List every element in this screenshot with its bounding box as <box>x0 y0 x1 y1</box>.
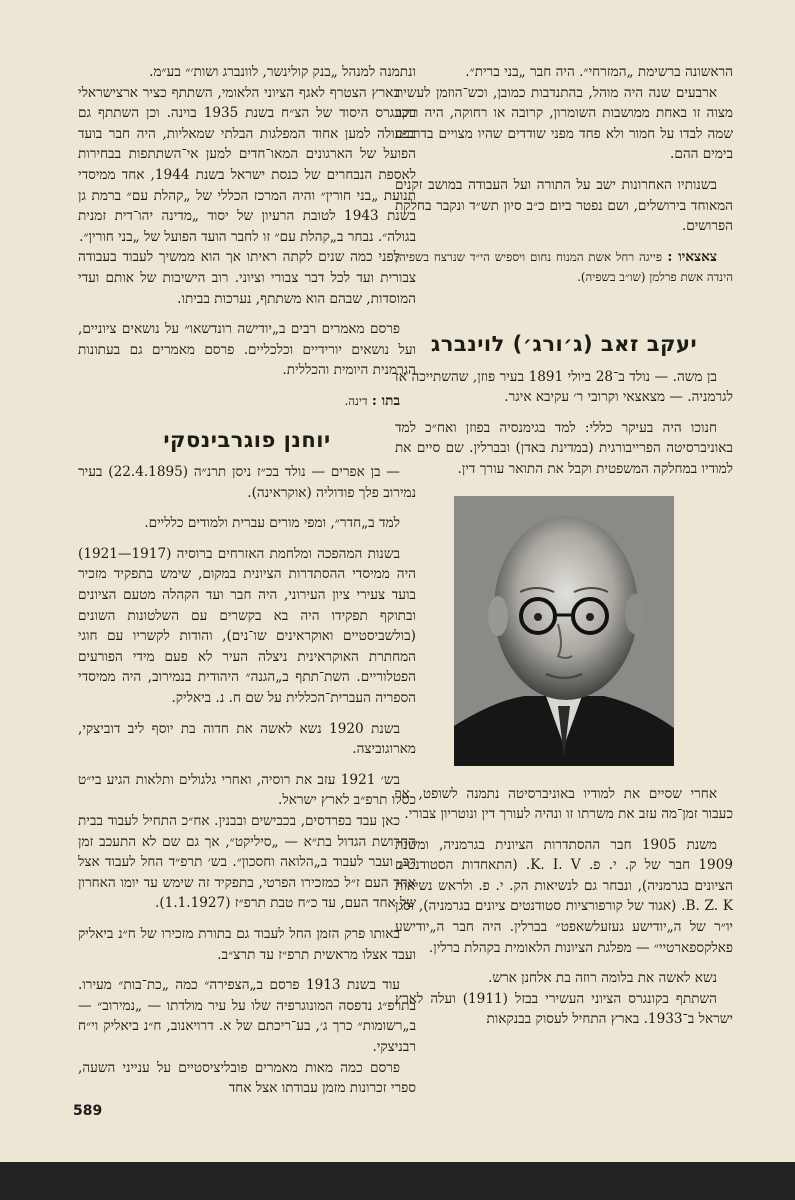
section-heading-levinberg: יעקב זאב (ג׳ורג׳) לוינברג <box>430 331 698 356</box>
left-column <box>78 62 416 1099</box>
paragraph: ארבעים שנה היה מוהל, בהתנדבות כמובן, וכש־הוזמן לעשית מצוה זו באחת ממושבות השומרון, קרובה או רחוקה, היה רוכב שמה לבדו על חמור ולא פחד מפני שודדים שהיו מצויים בדרכים בימים ההם. <box>395 84 733 163</box>
paragraph: כאן עבד בפרדסים, בכבישים ובבנין. אח״כ התחיל לעבוד בבית החרושת הגדול בת״א — „סיליקט״, אך גם שם לא התעכב זמן רב, ועבר לעבוד ב„הלואה וחסכון״. בש׳ תרפ״ד החל לעבוד אצל אחד העם ז״ל כמזכירו הפרטי, בתפקיד זה שימש עד יומו האחרון של אחד העם, עד כ״ח טבת תרפ״ז (1.1.1927). <box>78 813 416 912</box>
descendants-paragraph <box>395 247 733 288</box>
paragraph: אחרי שסיים את למודיו באוניברסיטה נתמנה לשופט, אך כעבור זמן־מה עזב את משרתו זו ונהיה לעורך דין ונוטריון צבורי. <box>395 785 733 823</box>
paragraph: בש׳ 1921 עזב את רוסיה, ואחרי גלגולים ותלאות הגיע בי״ט כסלו תרפ״ב לארץ ישראל. <box>78 771 416 809</box>
descendants-label: צאצאיו : <box>667 248 717 265</box>
paragraph: לפני כמה שנים לקתה ראיתו אך הוא ממשיך לעבוד בעבודה צבורית ועד לכל דבר צבורי וציוני. רוב הישיבות של אותם ועדי המוסדות, שבהם הוא משתתף, נערכות בביתו. <box>78 249 416 307</box>
paragraph: נשא לאשה את בלומה רוזה בת אלחנן ארש. <box>488 970 717 987</box>
right-column <box>395 62 733 1030</box>
paragraph: בשנת 1920 נשא לאשה את חדוה בת יוסף ליב דוביצקי, מארוגוביצה. <box>78 720 416 758</box>
paragraph: בשנותיו האחרונות ישב על התורה ועל העבודה במושב זקנים המאוחד בירושלים, ושם נפטר ביום כ״ב סיון תש״ד ונקבר בחלקת הפרושים. <box>395 176 733 235</box>
portrait-photo <box>454 496 674 766</box>
portrait-illustration <box>454 496 674 766</box>
paragraph: חנוכו היה בעיקר כללי: למד בגימנסיה בפוזן ואח״כ למד באוניברסיטה הפרייבורגית (במדינת באדן) ובברלין. שם סיים את למודיו במחלקה המשפטית וקבל את התואר עורך דין. <box>395 419 733 477</box>
page-number: 589 <box>73 1103 103 1119</box>
descendants-text: פייגה רחל אשת המנוח נחום ויספיש הי״ד שנרצח בשפיה; הינדה אשת פרלמן (שו״ב בשפיה). <box>395 249 733 285</box>
paragraph: למד ב„חדר״, ומפי מורים עברית ולמודים כלליים. <box>144 515 400 532</box>
paragraph: בארץ הצטרף לאגף הציוני הלאומי, השתתף כציר ארצישראלי בקונגרס היסוד של הצ״ח בשנת 1935 בוינה. וכן השתתף גם בפעולה למען אחוד המפלגות הבלתי שמאליות, היה חבר בועד הפועל של הארגונים המאו־חדים למען אי־השתתפות בבחירות לאספת הנבחרים של כנסת ישראל בשנת 1944, אחד ממיסדי תנועת „בני חורין״ והיה המרכז הכללי של „קהלת עם״ ברמת גן בשנת 1943 לטובת הרעיון של יסוד „מדינה יהו־דית זמנית בגולה״. נבחר ב„קהלת עם״ זו לחבר הועד הפועל של „בני חורין״. <box>78 84 416 245</box>
paragraph: פרסם מאמרים רבים ב„יודישה רונדשאו״ על נושאים ציוניים, ועל נושאים יורידיים וכלכליים. פרסם מאמרים גם בעתונות הגרמנית היומית והכללית. <box>78 321 416 379</box>
paragraph: השתתף בקונגרס הציוני העשירי בבזל (1911) ועלה לארץ ישראל ב־1933. בארץ התחיל לעסוק בבנקאות <box>395 990 733 1028</box>
daughter-paragraph <box>78 391 416 412</box>
paragraph: הראשונה ברשימת „המזרחי״. היה חבר „בני ברית״. <box>465 64 733 80</box>
paragraph: בן משה. — נולד ב־28 ביולי 1891 בעיר פוזן, שהשתייכה אז לגרמניה. — מצאצאי וקרובי ר׳ עקיבא איגר. <box>395 368 733 406</box>
daughter-label: בתו : <box>371 392 400 409</box>
paragraph: באותו פרק הזמן החל לעבוד גם בתורת מזכירו של ח״נ ביאליק ועבד אצלו מראשית תרפ״ז עד תרצ״ב. <box>78 925 416 963</box>
paragraph: — בן אפרים — נולד בכ״ז ניסן תרנ״ה (22.4.1895) בעיר נמירוב פלך פודוליה (אוקראינה). <box>78 464 416 501</box>
paragraph: עוד בשנת 1913 פרסם ב„הצפירה״ כמה „כת־בות״ מעירו. בתרפ״ג נדפסה המונוגרפיה שלו על עיר מולדתו — „נמירוב״ — ב„רשומות״ כרך ג׳, בע־ריכתם של א. דרויאנוב, ח״נ ביאליק וי״ח רבניצקי. <box>78 977 416 1055</box>
paragraph: ונתמנה למנהל „בנק קולינשר, לוונברג ושות׳״ בע״מ. <box>149 64 416 80</box>
paragraph: פרסם כמה מאות מאמרים פובליציסטיים על ענייני השעה, ספרי זכרונות מזמן עבודתו אצל אחד <box>78 1059 416 1097</box>
daughter-text: דינה. <box>344 393 368 408</box>
scan-bottom-edge <box>0 1162 795 1200</box>
section-heading-pogrebinsky: יוחנן פוגרבינסקי <box>163 427 331 452</box>
paragraph: בשנות המהפכה ומלחמת האזרחים ברוסיה (1917—1921) היה ממיסדי ההסתדרות הציונית במקום, שימש בתפקיד מזכיר בועד צעירי ציון העירוני, היה חבר ועד הקהלה מטעם הציונים ובתוקף תפקידו היה בא בקשרים עם השלטונות השונים (בולשביסטיים ואוקראינים שו־נים), והודות לקשריו עם חוגי המחתרת האוקראינית ניצלה העיר לא פעם מידי הפורעים הפטלוריים. השת־תתף ב„הגנה״ היהודית בנמירוב, היה ממיסדי הספריה העברית־הכללית על שם ח. נ. ביאליק. <box>78 545 416 707</box>
paragraph: משנת 1905 חבר ההסתדרות הציונית בגרמניה, ומשנת 1909 חבר של ק. י. פ. K. I. V. (התאחדות הסטודנטים הציונים בגרמניה), ונבחר גם לנשיאות הק. י. פ. ולראש נשיאות B. Z. K. (אגוד של קורפורציות סטודנטים ציונים בגרמניה), וסגן יו״ר של ה„יודישע געזעלשאפט״ בברלין. היה חבר ה„יודישע פאלקספארטיי״ — מפלגת הציונות הלאומית בקהלת ברלין. <box>395 836 733 956</box>
